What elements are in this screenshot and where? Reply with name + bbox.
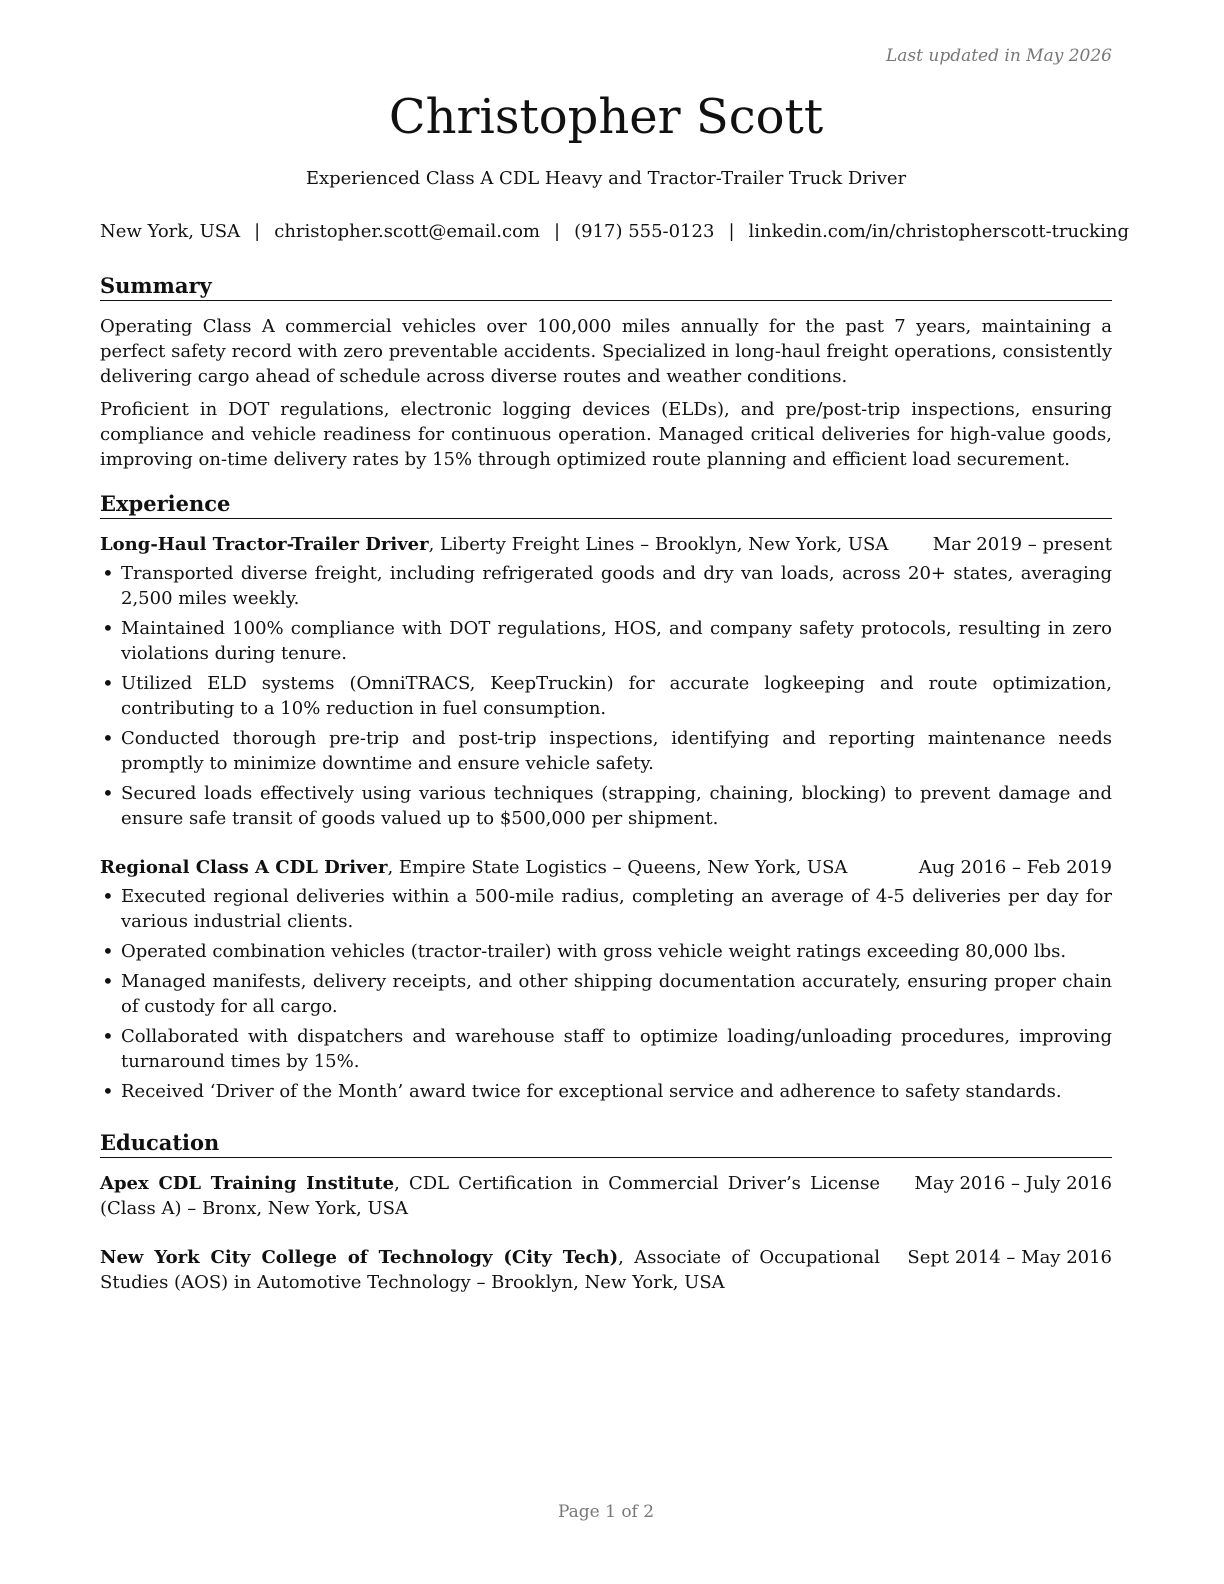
job-bullet: • Executed regional deliveries within a 500-mile radius, completing an average of 4-5 deliveries per day for various industrial clients. [100, 884, 1112, 934]
education-dates: May 2016 – July 2016 [914, 1173, 1112, 1194]
last-updated: Last updated in May 2026 [885, 46, 1112, 66]
resume-page [100, 0, 1129, 1584]
job-role: Regional Class A CDL Driver [100, 857, 388, 878]
job-header [100, 855, 1112, 880]
job-bullet: • Conducted thorough pre-trip and post-trip inspections, identifying and reporting maintenance needs promptly to minimize downtime and ensure vehicle safety. [100, 726, 1112, 776]
contact-separator: | [728, 221, 735, 242]
page-number: Page 1 of 2 [557, 1502, 655, 1522]
candidate-name: Christopher Scott [388, 89, 824, 145]
contact-separator: | [254, 221, 261, 242]
job-bullet: • Utilized ELD systems (OmniTRACS, KeepTruckin) for accurate logkeeping and route optimization, contributing to a 10% reduction in fuel consumption. [100, 671, 1112, 721]
contact-email[interactable]: christopher.scott@email.com [274, 221, 540, 242]
job-title-line [100, 532, 888, 557]
job-role: Long-Haul Tractor-Trailer Driver [100, 534, 429, 555]
job-entry [100, 855, 1112, 1109]
education-school: New York City College of Technology (City Tech) [100, 1247, 619, 1268]
job-bullet: • Received ‘Driver of the Month’ award twice for exceptional service and adherence to safety standards. [100, 1079, 1112, 1104]
job-title-line [100, 855, 847, 880]
job-bullets [100, 884, 1112, 1104]
job-bullet: • Maintained 100% compliance with DOT regulations, HOS, and company safety protocols, resulting in zero violations during tenure. [100, 616, 1112, 666]
contact-location: New York, USA [100, 221, 241, 242]
summary-body [100, 314, 1112, 480]
job-bullet: • Operated combination vehicles (tractor-trailer) with gross vehicle weight ratings exceeding 80,000 lbs. [100, 939, 1112, 964]
education-detail: , CDL Certification in Commercial Driver’s License (Class A) – Bronx, New York, USA [100, 1173, 880, 1219]
education-dates: Sept 2014 – May 2016 [907, 1247, 1112, 1268]
education-school: Apex CDL Training Institute [100, 1173, 395, 1194]
summary-paragraph: Proficient in DOT regulations, electronic logging devices (ELDs), and pre/post-trip inspections, ensuring compliance and vehicle readiness for continuous operation. Managed critical deliveries for high-value goods, improving on-time delivery rates by 15% through optimized route planning and efficient load securement. [100, 399, 1112, 470]
section-title-education: Education [100, 1129, 1112, 1158]
contact-line [100, 219, 1129, 244]
education-text [100, 1171, 880, 1221]
education-entry [100, 1245, 1112, 1295]
contact-linkedin[interactable]: linkedin.com/in/christopherscott-trucking [748, 221, 1129, 242]
section-title-summary: Summary [100, 272, 1112, 301]
education-detail: , Associate of Occupational Studies (AOS) in Automotive Technology – Brooklyn, New York, USA [100, 1247, 880, 1293]
contact-phone[interactable]: (917) 555-0123 [574, 221, 715, 242]
job-dates: Mar 2019 – present [932, 534, 1112, 555]
job-bullets [100, 561, 1112, 831]
job-org: , Empire State Logistics – Queens, New York, USA [387, 857, 848, 878]
job-bullet: • Secured loads effectively using various techniques (strapping, chaining, blocking) to prevent damage and ensure safe transit of goods valued up to $500,000 per shipment. [100, 781, 1112, 831]
job-dates: Aug 2016 – Feb 2019 [918, 857, 1112, 878]
summary-paragraph: Operating Class A commercial vehicles over 100,000 miles annually for the past 7 years, maintaining a perfect safety record with zero preventable accidents. Specialized in long-haul freight operations, consistently delivering cargo ahead of schedule across diverse routes and weather conditions. [100, 316, 1112, 387]
job-entry [100, 532, 1112, 836]
contact-separator: | [554, 221, 561, 242]
job-bullet: • Collaborated with dispatchers and warehouse staff to optimize loading/unloading procedures, improving turnaround times by 15%. [100, 1024, 1112, 1074]
education-text [100, 1245, 880, 1295]
job-bullet: • Transported diverse freight, including refrigerated goods and dry van loads, across 20+ states, averaging 2,500 miles weekly. [100, 561, 1112, 611]
job-org: , Liberty Freight Lines – Brooklyn, New York, USA [428, 534, 889, 555]
education-entry [100, 1171, 1112, 1221]
candidate-headline: Experienced Class A CDL Heavy and Tractor-Trailer Truck Driver [305, 168, 907, 189]
job-bullet: • Managed manifests, delivery receipts, and other shipping documentation accurately, ensuring proper chain of custody for all cargo. [100, 969, 1112, 1019]
job-header [100, 532, 1112, 557]
section-title-experience: Experience [100, 490, 1112, 519]
